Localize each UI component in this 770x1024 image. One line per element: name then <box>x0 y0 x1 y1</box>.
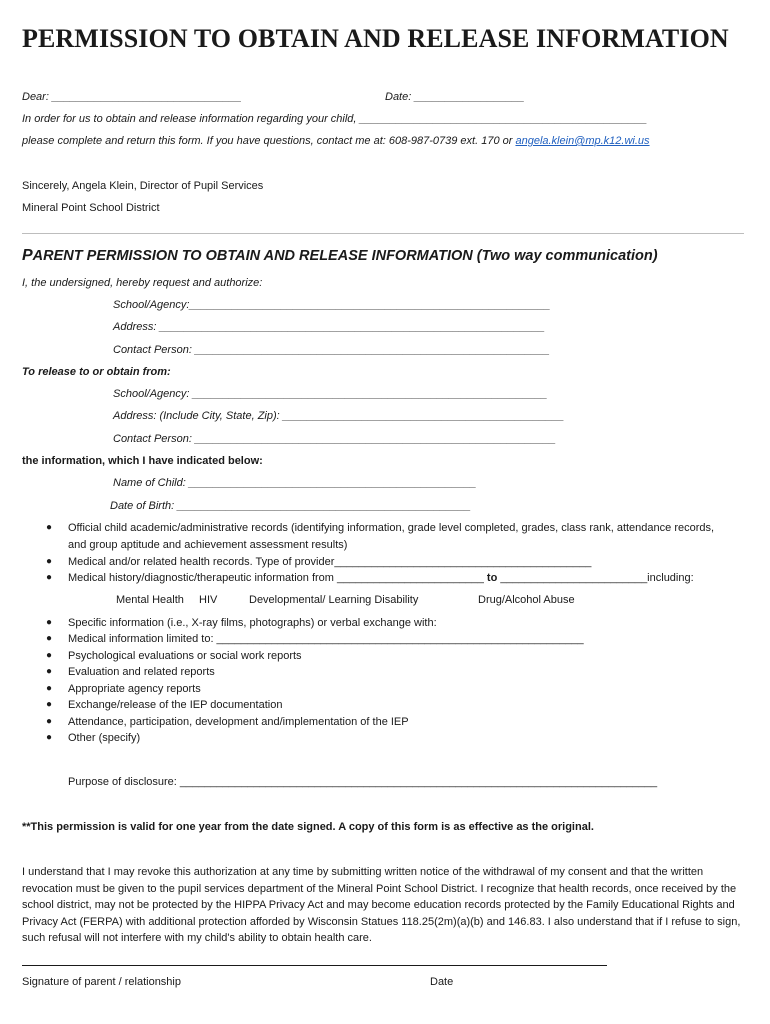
agency-field-2[interactable]: School/Agency: __________________________________________________________ <box>113 388 548 400</box>
section-heading-initial: P <box>22 247 33 264</box>
list-item[interactable]: Specific information (i.e., X-ray films, photographs) or verbal exchange with: <box>68 617 437 629</box>
list-item[interactable]: Medical information limited to: ____________________________________________________________ <box>68 633 584 645</box>
signature-line[interactable] <box>22 965 607 966</box>
list-item[interactable]: Psychological evaluations or social work reports <box>68 650 302 662</box>
category-drug-alcohol[interactable]: Drug/Alcohol Abuse <box>478 594 575 606</box>
bullet-dot: ● <box>46 617 53 628</box>
bullet-dot: ● <box>46 666 53 677</box>
list-item[interactable]: Exchange/release of the IEP documentation <box>68 699 283 711</box>
section-heading <box>22 247 658 265</box>
form-title: PERMISSION TO OBTAIN AND RELEASE INFORMATION <box>22 24 729 53</box>
medical-history-text: Medical history/diagnostic/therapeutic information from ________________________ <box>68 572 484 584</box>
signoff-text: Sincerely, Angela Klein, Director of Pupil Services <box>22 180 264 192</box>
revocation-paragraph: I understand that I may revoke this authorization at any time by submitting written notice of the withdrawal of my consent and that the written revocation must be given to the pupil services department of the Mineral Point School District. I recognize that health records, once received by the school district, may not be protected by the HIPPA Privacy Act and may become education records protected by the Family Educational Rights and Privacy Act (FERPA) with additional protection afforded by Wisconsin Statues 118.25(2m)(a)(b) and 146.83. I also understand that if I refuse to sign, such refusal will not interfere with my child's ability to obtain health care. <box>22 866 741 944</box>
contact-person-field-2[interactable]: Contact Person: ___________________________________________________________ <box>113 433 556 445</box>
bullet-dot: ● <box>46 716 53 727</box>
category-developmental[interactable]: Developmental/ Learning Disability <box>249 594 419 606</box>
dear-field[interactable]: Dear: _______________________________ <box>22 91 242 103</box>
purpose-field[interactable]: Purpose of disclosure: ______________________________________________________________________________ <box>68 776 658 788</box>
category-mental-health[interactable]: Mental Health <box>116 594 184 606</box>
release-heading: To release to or obtain from: <box>22 366 171 378</box>
list-item[interactable]: Official child academic/administrative records (identifying information, grade level completed, grades, class rank, attendance records, <box>68 522 715 534</box>
agency-field-1[interactable]: School/Agency:___________________________________________________________ <box>113 299 551 311</box>
bullet-dot: ● <box>46 732 53 743</box>
medical-to-word: to <box>486 572 498 584</box>
bullet-dot: ● <box>46 522 53 533</box>
child-name-request-line[interactable]: In order for us to obtain and release information regarding your child, _______________________________________________ <box>22 113 648 125</box>
section-heading-rest: ARENT PERMISSION TO OBTAIN AND RELEASE INFORMATION (Two way communication) <box>32 248 658 264</box>
authorize-text: I, the undersigned, hereby request and authorize: <box>22 277 263 289</box>
address-field-2[interactable]: Address: (Include City, State, Zip): ______________________________________________ <box>113 410 565 422</box>
bullet-dot: ● <box>46 650 53 661</box>
bullet-dot: ● <box>46 699 53 710</box>
list-item[interactable]: Attendance, participation, development and/implementation of the IEP <box>68 716 409 728</box>
child-name-field[interactable]: Name of Child: _______________________________________________ <box>113 477 477 489</box>
category-hiv[interactable]: HIV <box>199 594 218 606</box>
contact-line <box>22 134 650 148</box>
address-field-1[interactable]: Address: _______________________________________________________________ <box>113 321 545 333</box>
district-name: Mineral Point School District <box>22 202 160 214</box>
signature-date-label: Date <box>430 976 454 988</box>
bullet-dot: ● <box>46 556 53 567</box>
list-item-continuation: and group aptitude and achievement assessment results) <box>68 539 348 551</box>
section-divider <box>22 233 744 234</box>
bullet-dot: ● <box>46 633 53 644</box>
medical-history-item[interactable] <box>68 571 694 585</box>
date-of-birth-field[interactable]: Date of Birth: ________________________________________________ <box>110 500 471 512</box>
email-link[interactable]: angela.klein@mp.k12.wi.us <box>515 135 650 147</box>
bullet-dot: ● <box>46 572 53 583</box>
list-item[interactable]: Other (specify) <box>68 732 141 744</box>
list-item[interactable]: Medical and/or related health records. Type of provider__________________________________________ <box>68 556 592 568</box>
signature-label: Signature of parent / relationship <box>22 976 181 988</box>
medical-to-blank: ________________________including: <box>500 572 694 584</box>
contact-person-field-1[interactable]: Contact Person: __________________________________________________________ <box>113 344 550 356</box>
list-item[interactable]: Evaluation and related reports <box>68 666 215 678</box>
bullet-dot: ● <box>46 683 53 694</box>
contact-text: please complete and return this form. If you have questions, contact me at: 608-987-0739 ext. 170 or <box>22 135 513 147</box>
list-item[interactable]: Appropriate agency reports <box>68 683 201 695</box>
validity-notice: **This permission is valid for one year from the date signed. A copy of this form is as effective as the original. <box>22 821 594 833</box>
letter-date-field[interactable]: Date: __________________ <box>385 91 525 103</box>
info-heading: the information, which I have indicated below: <box>22 455 263 467</box>
